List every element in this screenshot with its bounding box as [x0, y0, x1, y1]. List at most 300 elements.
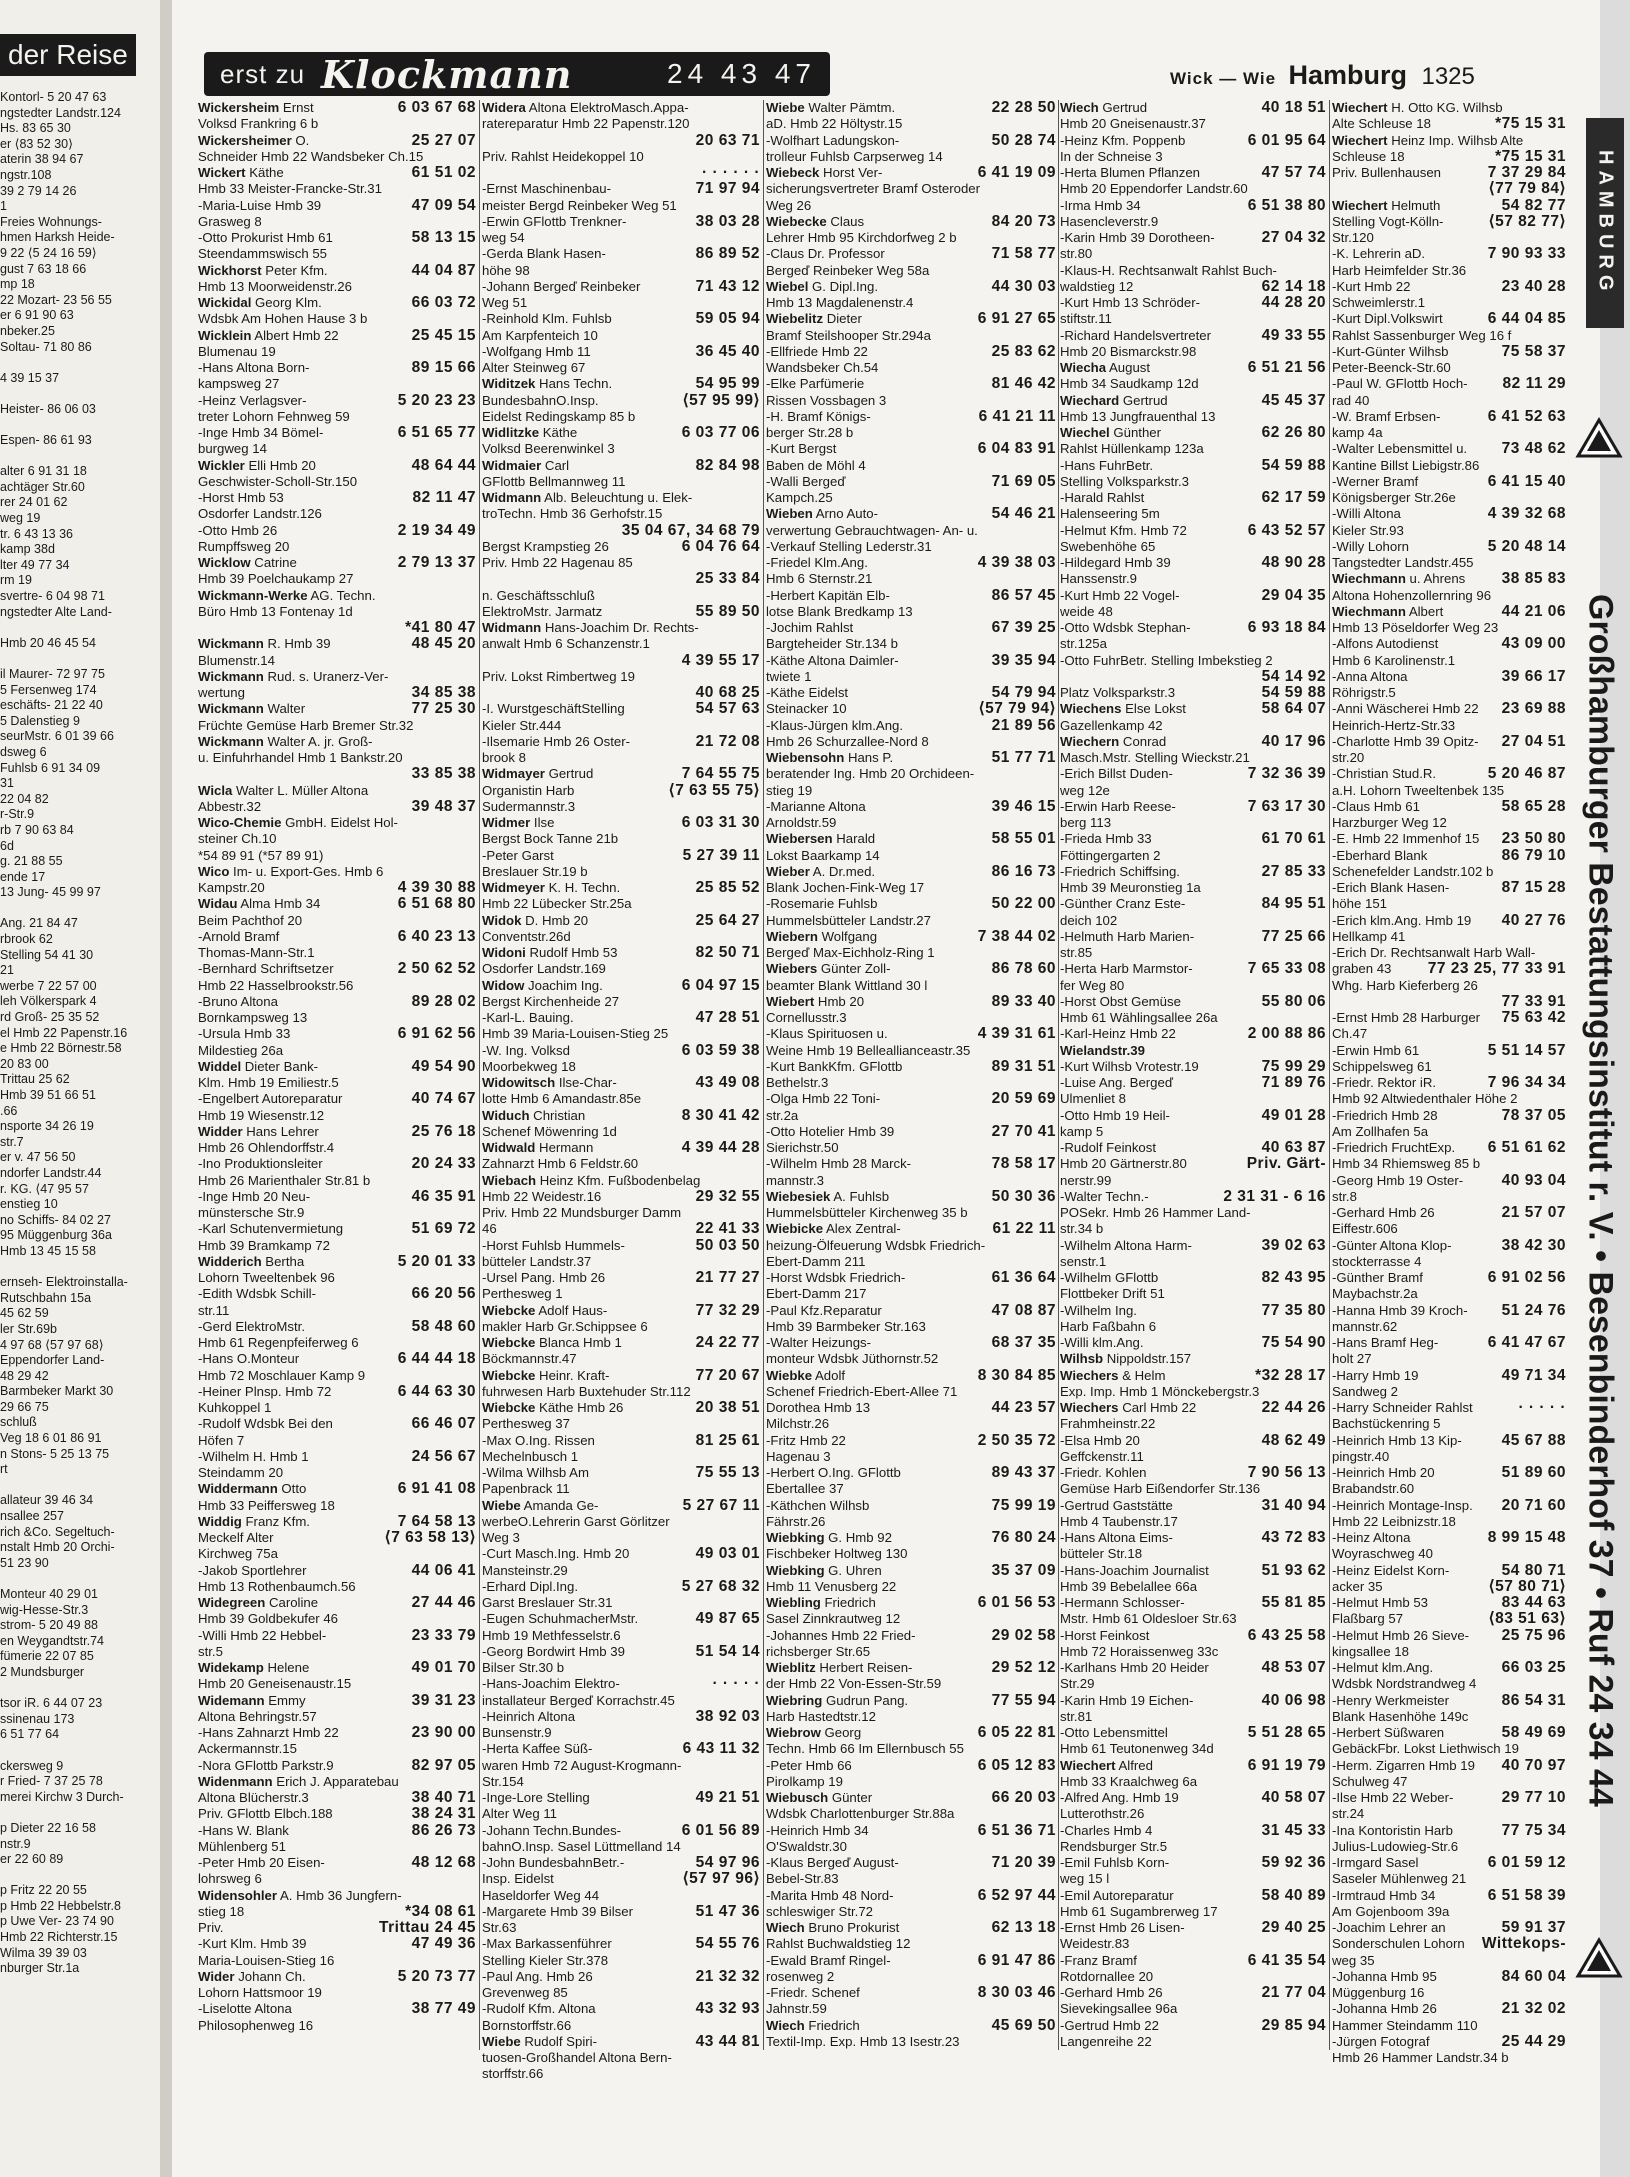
entry-text: senstr.1	[1060, 1253, 1107, 1269]
listing-entry	[1060, 1774, 1326, 1790]
entry-text: Hmb 33 Kraalchweg 6a	[1060, 1773, 1198, 1789]
phone-number: 29 40 25	[1261, 1919, 1326, 1936]
listing-entry	[1332, 1530, 1566, 1546]
listing-entry	[1060, 1481, 1326, 1497]
listing-entry	[198, 1124, 476, 1140]
entry-text: Priv. Bullenhausen	[1332, 165, 1441, 180]
entry-text: Wiebking G. Hmb 92	[766, 1530, 892, 1545]
listing-entry	[482, 1839, 760, 1855]
entry-text: str.80	[1060, 246, 1093, 262]
phone-number: 24 56 67	[411, 1447, 476, 1465]
previous-page-line: Ang. 21 84 47	[0, 916, 78, 931]
listing-entry	[198, 1059, 476, 1075]
listing-entry	[1332, 1433, 1566, 1449]
entry-text: Wiechert H. Otto KG. Wilhsb	[1332, 100, 1503, 115]
listing-entry	[482, 701, 760, 717]
listing-entry	[1332, 458, 1566, 474]
listing-entry	[766, 214, 1056, 230]
listing-entry	[766, 1904, 1056, 1920]
entry-text: -Hans Bramf Heg-	[1332, 1335, 1439, 1350]
previous-page-line: Hmb 22 Richterstr.15	[0, 1930, 118, 1945]
entry-text: Tangstedter Landstr.455	[1332, 555, 1474, 570]
phone-number: 31 40 94	[1261, 1496, 1326, 1514]
phone-number: 38 85 83	[1501, 570, 1566, 588]
phone-number: 82 43 95	[1261, 1269, 1326, 1286]
entry-text: Hmb 61 Teutonenweg 34d	[1060, 1741, 1214, 1757]
entry-text: Widenmann Erich J. Apparatebau	[198, 1773, 399, 1789]
entry-text: Hmb 20 Geneisenaustr.15	[198, 1676, 352, 1692]
listing-entry	[198, 701, 476, 717]
listing-entry	[1060, 1660, 1326, 1676]
entry-text: -Friedrich Hmb 28	[1332, 1107, 1438, 1123]
entry-text: Insp. Eidelst	[482, 1871, 554, 1887]
phone-number: 82 11 47	[412, 489, 476, 506]
previous-page-line: 95 Müggenburg 36a	[0, 1228, 112, 1243]
previous-page-line: nbeker.25	[0, 323, 55, 338]
phone-number: 6 01 95 64	[1247, 131, 1326, 149]
listing-entry	[198, 1595, 476, 1611]
listing-entry	[482, 864, 760, 880]
listing-entry	[482, 604, 760, 620]
entry-text: n. Geschäftsschluß	[482, 587, 595, 603]
entry-text: -Herbert Süßwaren	[1332, 1725, 1445, 1740]
previous-page-line: aterin 38 94 67	[0, 152, 84, 167]
entry-text: -Irmgard Sasel	[1332, 1855, 1419, 1870]
phone-number: 39 66 17	[1501, 667, 1566, 685]
entry-text: -Kurt Dipl.Volkswirt	[1332, 311, 1443, 327]
listing-entry	[1060, 1416, 1326, 1432]
previous-page-line	[0, 1681, 150, 1697]
previous-page-line: 22 04 82	[0, 791, 49, 806]
listing-entry	[1332, 1108, 1566, 1124]
listing-entry	[1060, 571, 1326, 587]
listing-entry	[1060, 1465, 1326, 1481]
entry-text	[198, 620, 202, 636]
entry-text: -Johanna Hmb 95	[1332, 1968, 1437, 1984]
entry-text: bütteler Str.18	[1060, 1546, 1143, 1562]
listing-entry	[766, 1465, 1056, 1481]
listing-entry	[482, 1790, 760, 1806]
entry-text: -E. Hmb 22 Immenhof 15	[1332, 831, 1480, 847]
listing-entry	[1060, 1010, 1326, 1026]
entry-text: Bergeď Reinbeker Weg 58a	[766, 262, 930, 278]
listing-entry	[1332, 1644, 1566, 1660]
listing-entry	[1060, 328, 1326, 344]
listing-entry	[198, 1871, 476, 1887]
phone-number: ⟨57 79 94⟩	[978, 700, 1056, 718]
listing-entry	[198, 1563, 476, 1579]
phone-number: 55 81 85	[1261, 1594, 1326, 1611]
entry-text: -Gerhard Hmb 26	[1332, 1205, 1435, 1220]
phone-number: 75 54 90	[1261, 1334, 1326, 1351]
listing-entry	[1060, 214, 1326, 230]
entry-text: Lutterothstr.26	[1060, 1806, 1145, 1822]
entry-text: -Helmut Kfm. Hmb 72	[1060, 522, 1187, 538]
listing-entry	[1332, 133, 1566, 149]
entry-text: Bergst Krampstieg 26	[482, 538, 609, 554]
listing-entry	[1332, 1774, 1566, 1790]
phone-number: 47 28 51	[695, 1009, 760, 1026]
listing-entry	[1060, 1043, 1326, 1059]
phone-number: 5 20 46 87	[1487, 765, 1566, 783]
listing-entry	[1332, 961, 1566, 977]
listing-entry	[1060, 1676, 1326, 1692]
listing-entry	[482, 1741, 760, 1757]
entry-text: Wdsbk Am Hohen Hause 3 b	[198, 311, 368, 327]
listing-entry	[198, 1498, 476, 1514]
entry-text: weg 54	[482, 230, 525, 245]
entry-text: 46	[482, 1221, 497, 1237]
phone-number: 49 21 51	[695, 1789, 760, 1806]
listing-entry	[198, 1904, 476, 1920]
entry-text: -I. WurstgeschäftStelling	[482, 701, 625, 717]
listing-entry	[482, 1108, 760, 1124]
entry-text: Hmb 39 Maria-Louisen-Stieg 25	[482, 1026, 669, 1042]
entry-text: Harb Hastedtstr.12	[766, 1708, 876, 1724]
entry-text: Wiechmann u. Ahrens	[1332, 571, 1466, 587]
phone-number: 75 55 13	[695, 1464, 760, 1481]
entry-text: Ackermannstr.15	[198, 1741, 297, 1757]
previous-page-line: er 6 91 90 63	[0, 308, 74, 323]
entry-text: Thomas-Mann-Str.1	[198, 945, 315, 960]
listing-entry	[766, 555, 1056, 571]
phone-number: 84 95 51	[1261, 895, 1326, 913]
entry-text: str.125a	[1060, 636, 1107, 652]
triangle-logo-icon	[1576, 418, 1622, 458]
listing-entry	[1332, 864, 1566, 880]
entry-text: -Friedrich Schiffsing.	[1060, 863, 1180, 879]
phone-number: 38 03 28	[695, 212, 760, 230]
entry-text: Priv. Hmb 22 Mundsburger Damm	[482, 1205, 682, 1220]
previous-page-line: rer 24 01 62	[0, 495, 68, 510]
listing-entry	[482, 328, 760, 344]
previous-page-line: svertre- 6 04 98 71	[0, 589, 105, 603]
entry-text: Wider Johann Ch.	[198, 1968, 306, 1984]
listing-entry	[1060, 653, 1326, 669]
previous-page-line: ngstr.108	[0, 167, 52, 182]
phone-number: 23 69 88	[1501, 700, 1566, 718]
entry-text: Wiech Bruno Prokurist	[766, 1920, 900, 1935]
phone-number: 54 80 71	[1501, 1561, 1566, 1579]
entry-text: -Otto Prokurist Hmb 61	[198, 230, 333, 245]
phone-number: 6 51 68 80	[397, 895, 476, 913]
listing-entry	[198, 1774, 476, 1790]
listing-entry	[1332, 1465, 1566, 1481]
listing-entry	[1332, 1985, 1566, 2001]
entry-text: -Rudolf Kfm. Altona	[482, 2001, 596, 2017]
listing-entry	[1332, 1043, 1566, 1059]
entry-text: stockterrasse 4	[1332, 1253, 1422, 1269]
listing-entry	[766, 1888, 1056, 1904]
listing-entry	[1060, 1433, 1326, 1449]
phone-number: 7 65 33 08	[1247, 960, 1326, 978]
entry-text: stiftstr.11	[1060, 311, 1112, 327]
phone-number: 71 43 12	[695, 277, 760, 295]
entry-text: Wiebrow Georg	[766, 1725, 862, 1740]
entry-text: -K. Lehrerin aD.	[1332, 246, 1426, 262]
listing-entry	[766, 246, 1056, 262]
phone-number: 40 63 87	[1261, 1139, 1326, 1156]
listing-entry	[766, 685, 1056, 701]
entry-text: -Otto Wdsbk Stephan-	[1060, 620, 1191, 635]
entry-text: -Verkauf Stelling Lederstr.31	[766, 538, 932, 554]
previous-page-line	[0, 901, 150, 917]
entry-text: -Inge-Lore Stelling	[482, 1790, 590, 1805]
listing-entry	[1332, 2034, 1566, 2050]
entry-text: -Heinrich Altona	[482, 1708, 576, 1724]
phone-number: 40 68 25	[695, 684, 760, 701]
phone-number: 49 54 90	[411, 1057, 476, 1075]
entry-text: Widau Alma Hmb 34	[198, 896, 321, 912]
previous-page-line: ende 17	[0, 869, 46, 884]
entry-text: tuosen-Großhandel Altona Bern-	[482, 2050, 672, 2065]
listing-entry	[1332, 344, 1566, 360]
entry-text: Hmb 13 Jungfrauenthal 13	[1060, 408, 1216, 424]
listing-entry	[198, 1758, 476, 1774]
entry-text: -Curt Masch.Ing. Hmb 20	[482, 1546, 630, 1562]
listing-entry	[198, 1644, 476, 1660]
previous-page-line: Espen- 86 61 93	[0, 433, 92, 448]
listing-entry	[1060, 360, 1326, 376]
listing-entry	[766, 100, 1056, 116]
entry-text: Hmb 13 Moorweidenstr.26	[198, 278, 352, 294]
listing-entry	[198, 1270, 476, 1286]
entry-text: -Peter Hmb 66	[766, 1757, 852, 1773]
entry-text: -Frieda Hmb 33	[1060, 831, 1152, 847]
entry-text: berger Str.28 b	[766, 425, 854, 440]
entry-text: -Paul Ang. Hmb 26	[482, 1968, 593, 1984]
phone-number: 7 90 93 33	[1487, 245, 1566, 263]
entry-text: -Gerhard Hmb 26	[1060, 1985, 1163, 2000]
entry-text: Schenefelder Landstr.102 b	[1332, 863, 1494, 879]
entry-text: -Heinrich Hmb 13 Kip-	[1332, 1432, 1462, 1448]
entry-text: Schweimlerstr.1	[1332, 295, 1426, 310]
phone-number: 4 39 31 61	[977, 1025, 1056, 1043]
listing-entry	[482, 1936, 760, 1952]
entry-text: treter Lohorn Fehnweg 59	[198, 408, 350, 424]
phone-number: 35 37 09	[991, 1561, 1056, 1579]
listing-entry	[1332, 1319, 1566, 1335]
entry-text: Wdsbk Charlottenburger Str.88a	[766, 1806, 955, 1822]
listing-entry	[1332, 1709, 1566, 1725]
entry-text: -Johannes Hmb 22 Fried-	[766, 1627, 916, 1643]
phone-number: 81 46 42	[991, 375, 1056, 393]
listing-entry	[1060, 815, 1326, 831]
entry-text: -Peter Hmb 20 Eisen-	[198, 1855, 325, 1870]
listing-entry	[1332, 1075, 1566, 1091]
entry-text: Hmb 33 Peiffersweg 18	[198, 1497, 335, 1513]
listing-entry	[198, 1806, 476, 1822]
listing-entry	[1332, 1611, 1566, 1627]
listing-entry	[198, 1855, 476, 1871]
previous-page-line: 29 66 75	[0, 1399, 49, 1414]
entry-text: trolleur Fuhlsb Carpserweg 14	[766, 148, 943, 164]
listing-entry	[1060, 1888, 1326, 1904]
listing-entry	[766, 1433, 1056, 1449]
listing-entry	[1332, 1676, 1566, 1692]
listing-entry	[1332, 978, 1566, 994]
listing-entry	[1332, 474, 1566, 490]
listing-entry	[198, 1319, 476, 1335]
phone-number: 86 54 31	[1501, 1691, 1566, 1709]
entry-text: -Erwin Hmb 61	[1332, 1042, 1420, 1058]
entry-text: Weg 26	[766, 197, 812, 213]
previous-page-line: e Hmb 22 Börnestr.58	[0, 1041, 122, 1056]
entry-text: Baben de Möhl 4	[766, 457, 866, 473]
previous-page-line: 5 Fersenweg 174	[0, 682, 97, 697]
listing-entry	[766, 523, 1056, 539]
phone-number: 7 96 34 34	[1487, 1074, 1566, 1091]
phone-number: 25 64 27	[695, 911, 760, 929]
phone-number: 6 41 35 54	[1247, 1951, 1326, 1969]
listing-entry	[198, 896, 476, 912]
listing-entry	[766, 344, 1056, 360]
entry-text: -Bruno Altona	[198, 993, 278, 1009]
listing-entry	[1060, 1969, 1326, 1985]
listing-entry	[1332, 701, 1566, 717]
listing-entry	[766, 1530, 1056, 1546]
phone-number: 51 77 71	[991, 749, 1056, 766]
listing-entry	[1060, 1920, 1326, 1936]
entry-text: Pirolkamp 19	[766, 1773, 843, 1789]
entry-text: -Claus Hmb 61	[1332, 798, 1420, 814]
entry-text: -Friedr. Schenef	[766, 1985, 860, 2000]
phone-number: 51 24 76	[1501, 1301, 1566, 1319]
listing-entry	[766, 149, 1056, 165]
phone-number: 22 41 33	[695, 1220, 760, 1238]
entry-text: -Heinrich Hmb 20	[1332, 1465, 1435, 1480]
phone-number: 6 44 44 18	[397, 1350, 476, 1368]
entry-text: -Ewald Bramf Ringel-	[766, 1952, 891, 1968]
listing-entry	[766, 961, 1056, 977]
phone-number: 58 55 01	[991, 830, 1056, 848]
entry-text: Wiebling Friedrich	[766, 1595, 876, 1610]
entry-text: -Joachim Lehrer an	[1332, 1920, 1446, 1935]
listing-entry	[482, 1774, 760, 1790]
listing-entry	[766, 1563, 1056, 1579]
entry-text: str.20	[1332, 750, 1365, 765]
entry-text: Wickert Käthe	[198, 165, 284, 180]
entry-text: Priv.	[198, 1920, 224, 1935]
listing-entry	[766, 1156, 1056, 1172]
listing-entry	[1060, 734, 1326, 750]
phone-number: 5 51 14 57	[1487, 1041, 1566, 1059]
entry-text: Mildestieg 26a	[198, 1042, 284, 1058]
phone-number: 54 95 99	[695, 375, 760, 393]
phone-number: 7 64 58 13	[397, 1512, 476, 1530]
entry-text: Rahlst Sassenburger Weg 16 f	[1332, 327, 1512, 343]
phone-number: 39 48 37	[411, 797, 476, 815]
phone-number: ⟨57 82 77⟩	[1488, 212, 1566, 230]
entry-text: Hmb 20 Gärtnerstr.80	[1060, 1156, 1187, 1172]
listing-entry	[1332, 1904, 1566, 1920]
phone-number: 71 20 39	[991, 1854, 1056, 1871]
entry-text: Wiebusch Günter	[766, 1790, 873, 1805]
entry-text: Wickler Elli Hmb 20	[198, 457, 316, 473]
listing-entry	[1332, 1416, 1566, 1432]
phone-number: 82 97 05	[411, 1756, 476, 1774]
phone-number: 59 91 37	[1501, 1919, 1566, 1936]
entry-text: ratereparatur Hmb 22 Papenstr.120	[482, 116, 690, 132]
entry-text: -Alfons Autodienst	[1332, 636, 1439, 652]
entry-text: Sonderschulen Lohorn	[1332, 1936, 1465, 1952]
listing-entry	[198, 588, 476, 604]
entry-text: -W. Ing. Volksd	[482, 1042, 570, 1058]
listing-entry	[198, 1400, 476, 1416]
phone-number: 4 39 44 28	[681, 1139, 760, 1156]
previous-page-line: Hs. 83 65 30	[0, 121, 71, 136]
listing-entry	[198, 2018, 476, 2034]
entry-text: der Hmb 22 Von-Essen-Str.59	[766, 1676, 942, 1692]
entry-text: berg 113	[1060, 815, 1112, 830]
phone-number: 29 52 12	[991, 1659, 1056, 1676]
listing-entry	[482, 490, 760, 506]
entry-text: -Günther Bramf	[1332, 1270, 1423, 1285]
entry-text: Königsberger Str.26e	[1332, 490, 1456, 505]
previous-page-line: p Uwe Ver- 23 74 90	[0, 1914, 114, 1929]
entry-text: wertung	[198, 685, 245, 700]
listing-entry	[1060, 880, 1326, 896]
entry-text: Wiebecke Claus	[766, 213, 865, 229]
phone-number: 51 89 60	[1501, 1464, 1566, 1481]
listing-entry	[1332, 311, 1566, 327]
entry-text: -Georg Bordwirt Hmb 39	[482, 1643, 625, 1659]
entry-text: -Helmut klm.Ang.	[1332, 1660, 1434, 1675]
listing-entry	[198, 1173, 476, 1189]
listing-entry	[1060, 474, 1326, 490]
phone-number: 6 04 97 15	[681, 976, 760, 994]
entry-text	[1332, 181, 1336, 197]
listing-entry	[766, 1709, 1056, 1725]
previous-page-line: Heister- 86 06 03	[0, 401, 96, 416]
entry-text: Schleuse 18	[1332, 148, 1405, 164]
listing-entry	[1060, 441, 1326, 457]
phone-number: ⟨57 97 96⟩	[682, 1870, 760, 1888]
listing-entry	[482, 913, 760, 929]
entry-text: weg 15 l	[1060, 1871, 1110, 1887]
entry-text: -Gerda Blank Hasen-	[482, 246, 606, 262]
listing-entry	[198, 961, 476, 977]
entry-text: Lehrer Hmb 95 Kirchdorfweg 2 b	[766, 230, 957, 245]
entry-text: -Hans Zahnarzt Hmb 22	[198, 1725, 339, 1740]
entry-text: -Karl Schutenvermietung	[198, 1221, 344, 1237]
phone-number: 77 55 94	[991, 1691, 1056, 1709]
previous-page-line	[0, 1260, 150, 1276]
entry-text: Hmb 20 Eppendorfer Landstr.60	[1060, 181, 1248, 197]
entry-text: Kirchweg 75a	[198, 1546, 278, 1562]
entry-range: Wick — Wie	[1170, 69, 1277, 88]
entry-text: -Otto Hotelier Hmb 39	[766, 1123, 895, 1139]
entry-text: Widdig Franz Kfm.	[198, 1513, 310, 1529]
listing-entry	[1060, 133, 1326, 149]
entry-text: Hmb 22 Lübecker Str.25a	[482, 896, 632, 912]
entry-text: Widmaier Carl	[482, 457, 570, 473]
phone-number: 6 03 67 68	[397, 99, 476, 116]
listing-entry	[198, 945, 476, 961]
phone-number: 27 04 51	[1501, 732, 1566, 750]
entry-text: Perthesweg 37	[482, 1416, 570, 1432]
phone-number: 5 27 68 32	[681, 1577, 760, 1595]
phone-number: ⟨7 63 58 13⟩	[384, 1529, 476, 1546]
listing-entry	[1060, 539, 1326, 555]
listing-entry	[1332, 1936, 1566, 1952]
entry-text: -Luise Ang. Bergeď	[1060, 1075, 1173, 1090]
entry-text: *54 89 91 (*57 89 91)	[198, 847, 324, 863]
previous-page-line: schluß	[0, 1415, 37, 1430]
listing-entry	[1060, 1156, 1326, 1172]
listing-entry	[482, 1319, 760, 1335]
previous-page-line: str.7	[0, 1134, 24, 1149]
